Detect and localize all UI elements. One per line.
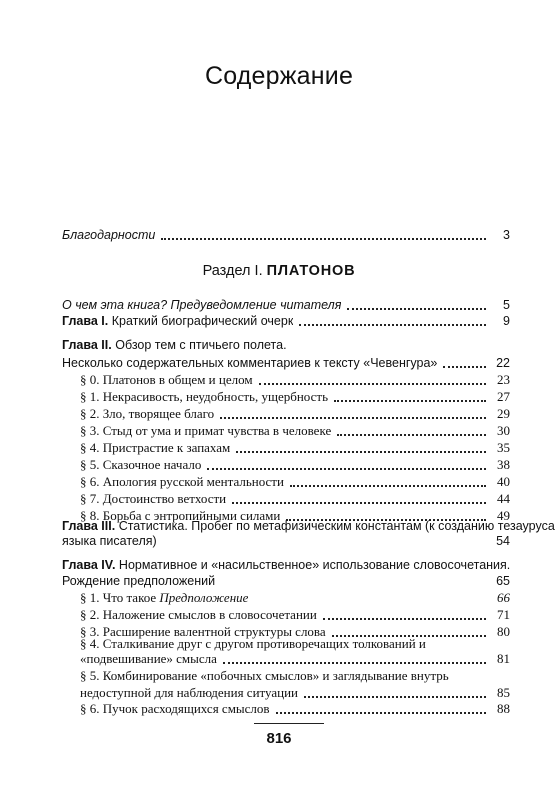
page-title: Содержание	[204, 62, 354, 90]
toc-entry-label: Рождение предположений	[62, 574, 216, 588]
toc-subentry-label: «подвешивание» смысла	[80, 651, 217, 666]
leader-dots	[334, 400, 486, 402]
toc-subentry[interactable]	[80, 606, 510, 624]
toc-page-number: 81	[497, 651, 510, 666]
chapter-number: Глава II.	[62, 338, 112, 352]
toc-subentry-label: § 5. Сказочное начало	[80, 457, 202, 472]
section-heading	[0, 263, 558, 279]
toc-page-number: 22	[496, 356, 510, 370]
toc-entry-chapter-4-line2[interactable]	[62, 572, 510, 590]
toc-subentry-label: недоступной для наблюдения ситуации	[80, 685, 299, 700]
toc-page-number: 71	[497, 607, 510, 622]
toc-entry-label: языка писателя)	[62, 534, 157, 548]
toc-page-number: 49	[497, 508, 510, 523]
chapter-number: Глава IV.	[62, 558, 116, 572]
leader-dots	[259, 383, 486, 385]
toc-subentry[interactable]	[80, 456, 510, 474]
toc-page-number: 27	[497, 389, 510, 404]
toc-subentry[interactable]	[80, 439, 510, 457]
toc-entry-chapter-1[interactable]	[62, 312, 510, 330]
toc-subentry[interactable]	[80, 473, 510, 491]
leader-space	[163, 544, 486, 546]
chapter-title: Нормативное и «насильственное» использование словосочетания.	[118, 558, 511, 572]
toc-subentry-label: § 6. Пучок расходящихся смыслов	[80, 701, 270, 716]
toc-page-number: 23	[497, 372, 510, 387]
toc-subentry[interactable]	[80, 405, 510, 423]
leader-dots	[347, 308, 486, 310]
toc-subentry[interactable]	[80, 388, 510, 406]
leader-dots	[161, 238, 486, 240]
toc-page-number: 44	[497, 491, 510, 506]
toc-page-number: 40	[497, 474, 510, 489]
toc-page-number: 80	[497, 624, 510, 639]
toc-page-number: 30	[497, 423, 510, 438]
leader-space	[254, 601, 486, 603]
chapter-title: Статистика. Пробег по метафизическим константам (к созданию тезауруса	[118, 519, 555, 533]
page-number: 816	[266, 730, 292, 747]
toc-subentry-label: § 7. Достоинство ветхости	[80, 491, 227, 506]
chapter-title: Обзор тем с птичьего полета.	[115, 338, 287, 352]
toc-entry-label: О чем эта книга? Предуведомление читателя	[62, 298, 342, 312]
toc-subentry-label: § 2. Зло, творящее благо	[80, 406, 215, 421]
toc-subentry-line1[interactable]: § 4. Сталкивание друг с другом противоречащих толкований и	[80, 636, 426, 651]
toc-subentry[interactable]	[80, 650, 510, 668]
toc-page-number: 38	[497, 457, 510, 472]
toc-page-number: 35	[497, 440, 510, 455]
section-name: ПЛАТОНОВ	[266, 263, 356, 279]
toc-entry-chapter-2-line2[interactable]	[62, 354, 510, 372]
chapter-title: Краткий биографический очерк	[111, 314, 294, 328]
toc-entry-label	[62, 312, 293, 330]
leader-dots	[304, 696, 486, 698]
toc-subentry-label: § 8. Борьба с энтропийными силами	[80, 508, 281, 523]
leader-space	[221, 584, 486, 586]
leader-dots	[276, 712, 486, 714]
subentry-italic-term: Предположение	[159, 590, 249, 605]
toc-page-number: 5	[503, 298, 510, 312]
toc-entry-acknowledgements[interactable]	[62, 226, 510, 244]
toc-page-number: 29	[497, 406, 510, 421]
toc-page-number: 9	[503, 314, 510, 328]
toc-entry-label: Несколько содержательных комментариев к тексту «Чевенгура»	[62, 356, 438, 370]
toc-subentry[interactable]	[80, 589, 510, 607]
toc-page-number: 66	[497, 590, 510, 605]
leader-dots	[299, 324, 486, 326]
toc-subentry-label: § 3. Стыд от ума и примат чувства в человеке	[80, 423, 332, 438]
toc-subentry-label: § 1. Некрасивость, неудобность, ущербность	[80, 389, 329, 404]
toc-subentry[interactable]	[80, 490, 510, 508]
toc-subentry[interactable]	[80, 422, 510, 440]
leader-dots	[236, 451, 486, 453]
toc-subentry-label: § 4. Пристрастие к запахам	[80, 440, 231, 455]
leader-dots	[232, 502, 486, 504]
leader-dots	[223, 662, 486, 664]
toc-subentry[interactable]	[80, 371, 510, 389]
toc-entry-chapter-2-line1[interactable]	[62, 336, 510, 354]
toc-subentry-label: § 2. Наложение смыслов в словосочетании	[80, 607, 317, 622]
toc-page-number: 85	[497, 685, 510, 700]
toc-subentry-label	[80, 589, 248, 607]
leader-dots	[443, 366, 486, 368]
leader-dots	[290, 485, 486, 487]
toc-page-number: 65	[496, 574, 510, 588]
toc-subentry-line1[interactable]: § 5. Комбинирование «побочных смыслов» и заглядывание внутрь	[80, 668, 449, 683]
leader-dots	[337, 434, 486, 436]
toc-page-number: 54	[496, 534, 510, 548]
leader-dots	[220, 417, 486, 419]
toc-subentry-label: § 0. Платонов в общем и целом	[80, 372, 253, 387]
chapter-number: Глава I.	[62, 314, 109, 328]
toc-page-number: 88	[497, 701, 510, 716]
subentry-prefix: § 1. Что такое	[80, 590, 160, 605]
chapter-number: Глава III.	[62, 519, 116, 533]
toc-subentry-label: § 6. Апология русской ментальности	[80, 474, 284, 489]
toc-page-number: 3	[503, 228, 510, 242]
leader-dots	[207, 468, 486, 470]
section-prefix: Раздел I.	[202, 263, 263, 279]
footer-rule	[254, 723, 324, 724]
toc-entry-chapter-3-line2[interactable]	[62, 532, 510, 550]
leader-dots	[323, 618, 486, 620]
toc-entry-label: Благодарности	[62, 228, 156, 242]
toc-subentry[interactable]	[80, 700, 510, 718]
toc-subentry-label: § 3. Расширение валентной структуры слова	[80, 624, 326, 639]
